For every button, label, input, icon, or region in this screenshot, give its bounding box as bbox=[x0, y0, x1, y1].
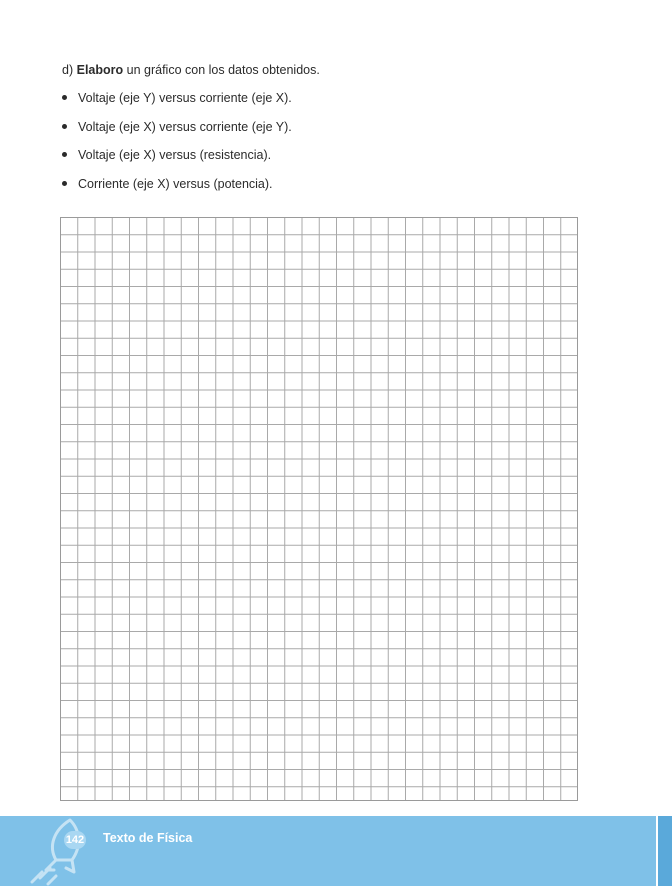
list-item-text: Voltaje (eje Y) versus corriente (eje X). bbox=[78, 91, 292, 105]
graph-paper-grid bbox=[60, 217, 578, 801]
bullet-icon bbox=[62, 152, 67, 157]
list-item bbox=[62, 176, 292, 205]
instruction-text bbox=[62, 62, 320, 78]
list-item bbox=[62, 119, 292, 148]
instruction-bold-verb: Elaboro bbox=[76, 63, 124, 77]
bullet-icon bbox=[62, 124, 67, 129]
graph-options-list bbox=[62, 90, 292, 204]
list-item-text: Voltaje (eje X) versus corriente (eje Y). bbox=[78, 119, 292, 134]
footer-book-title: Texto de Física bbox=[103, 831, 193, 845]
footer-band bbox=[0, 816, 672, 886]
list-item bbox=[62, 147, 292, 176]
page-number: 142 bbox=[64, 831, 86, 849]
instruction-label: d) bbox=[62, 63, 74, 77]
list-item-text: Corriente (eje X) versus (potencia). bbox=[78, 176, 273, 191]
rocket-icon bbox=[20, 816, 100, 886]
list-item bbox=[62, 90, 292, 119]
bullet-icon bbox=[62, 181, 67, 186]
instruction-rest: un gráfico con los datos obtenidos. bbox=[126, 63, 320, 77]
list-item-text: Voltaje (eje X) versus (resistencia). bbox=[78, 148, 272, 162]
bullet-icon bbox=[62, 95, 67, 100]
footer-edge-tab bbox=[656, 816, 672, 886]
